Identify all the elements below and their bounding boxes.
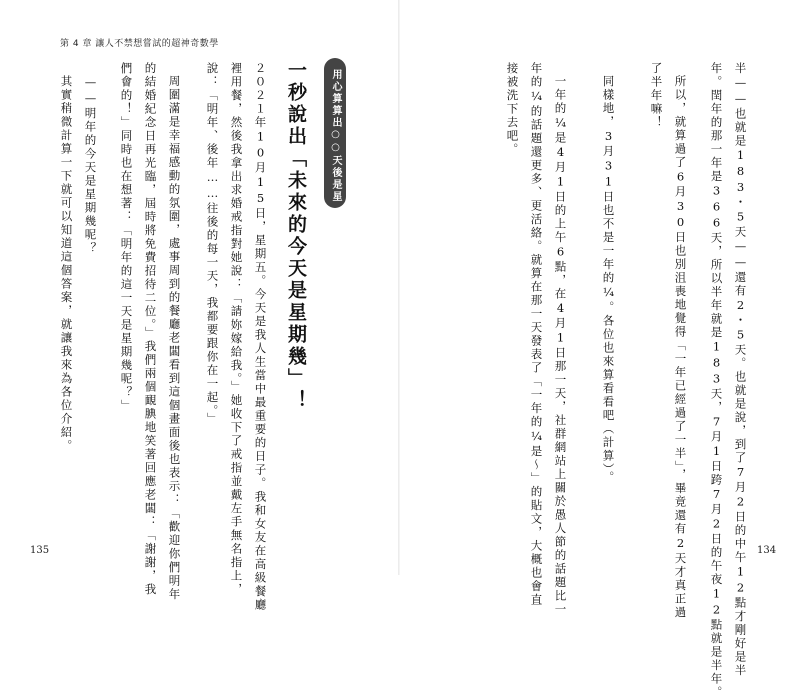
section-tag: 用心算算出○○天後是星期幾	[324, 58, 346, 208]
page-number-left: 135	[30, 545, 50, 556]
headline: 一秒說出「未來的今天是星期幾」！	[285, 60, 307, 412]
left-column-6: 們會的！」同時也在想著：「明年的這一天是星期幾呢？」	[119, 62, 134, 413]
right-column-7: 年的¼的話題還更多、更活絡。就算在那一天發表了「一年的¼是～」的貼文，大概也會直	[529, 62, 544, 607]
page-number-right: 134	[757, 545, 777, 556]
right-column-5: 同樣地，3月31日也不是一年的¼。各位也來算看看吧（計算）。	[601, 75, 616, 485]
left-column-3: 說：「明年、後年……往後的每一天，我都要跟你在一起。」	[205, 62, 220, 426]
left-column-1: ２０２１年10月15日，星期五。今天是我人生當中最重要的日子。我和女友在高級餐廳	[253, 62, 268, 612]
right-column-1: 半——也就是183・5天——還有2・5天。也就是說，到了7月2日的中午12點才剛好是半	[733, 62, 748, 678]
left-column-4: 周圍滿是幸福感動的氛圍，處事周到的餐廳老闆看到這個畫面後也表示：「歡迎你們明年	[167, 75, 182, 602]
right-column-2: 年。閏年的那一年是366天，所以半年就是183天，7月1日跨7月2日的午夜12點就是半年。	[709, 62, 724, 700]
left-column-8: 其實稍微計算一下就可以知道這個答案，就讓我來為各位介紹。	[59, 75, 74, 453]
right-column-4: 了半年嘛！	[649, 62, 664, 130]
right-column-3: 所以，就算過了6月30日也別沮喪地覺得「一年已經過了一半」，畢竟還有2天才真正過	[673, 75, 688, 620]
left-column-5: 的結婚紀念日再光臨，屆時將免費招待二位。」我們兩個靦腆地笑著回應老闆：「謝謝，我	[143, 62, 158, 597]
left-column-7: ——明年的今天是星期幾呢？	[83, 75, 98, 256]
left-column-2: 裡用餐，然後我拿出求婚戒指對她說：「請妳嫁給我。」她收下了戒指並戴左手無名指上，	[229, 62, 244, 597]
right-column-6: 一年的¼是4月1日的上午6點，在4月1日那一天，社群網站上關於愚人節的話題比一	[553, 75, 568, 617]
right-column-8: 接被洗下去吧。	[505, 62, 520, 157]
running-head: 第 4 章 讓人不禁想嘗試的超神奇數學	[60, 39, 219, 49]
page-gutter	[398, 0, 400, 575]
